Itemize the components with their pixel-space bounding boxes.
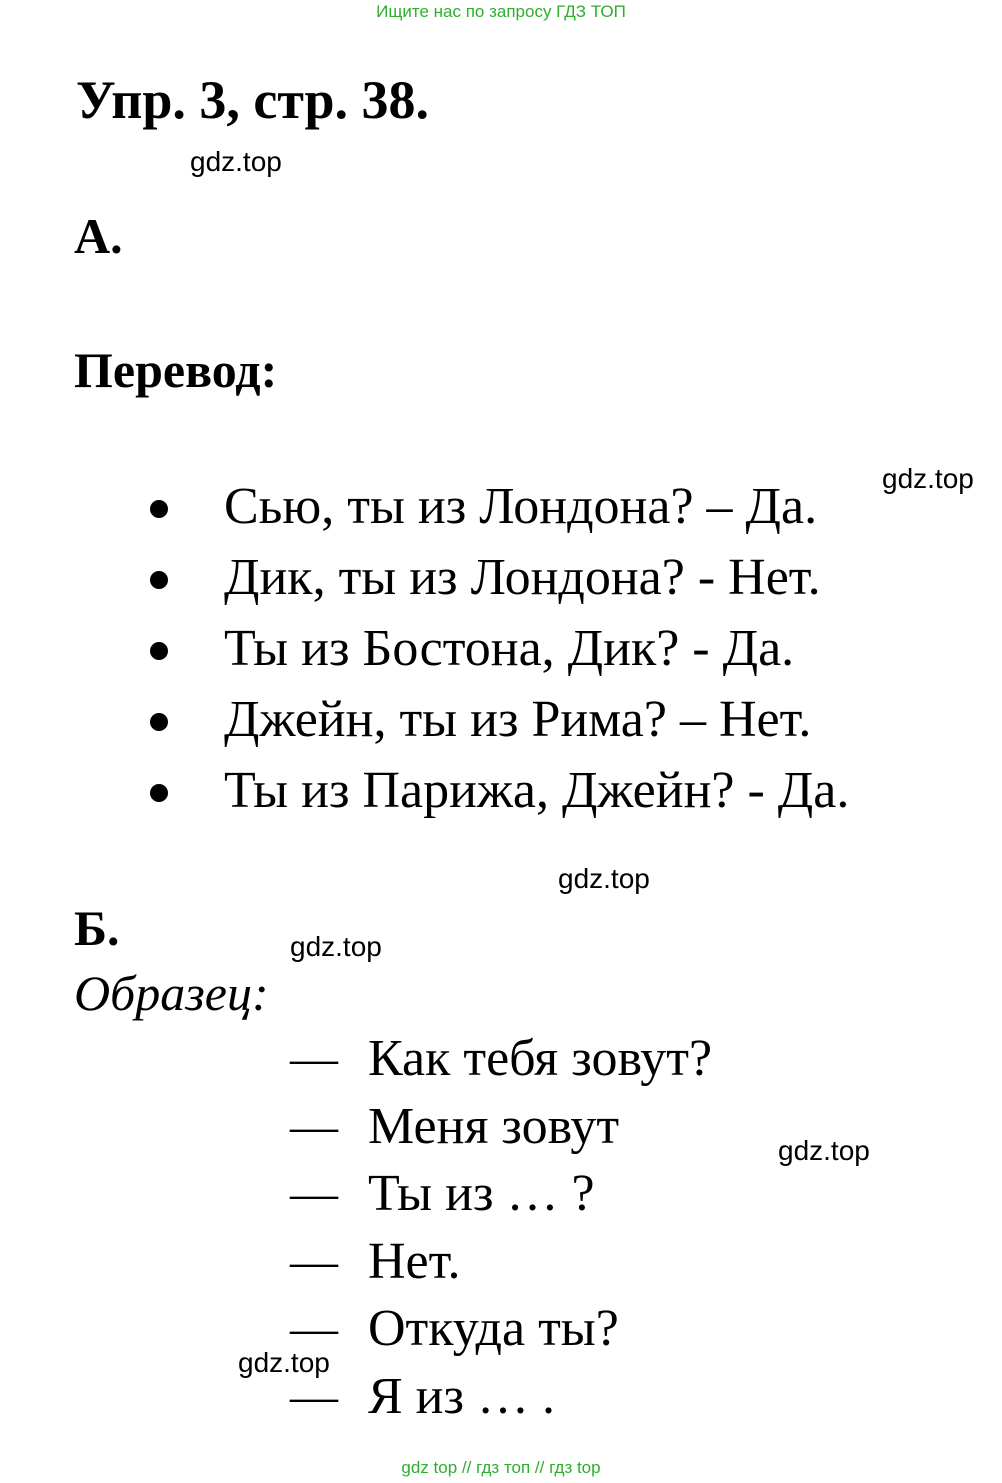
dialog-line-text: Нет. (368, 1232, 461, 1290)
dash: — (290, 1234, 338, 1288)
list-item-text: Ты из Парижа, Джейн? - Да. (224, 762, 850, 819)
watermark: gdz.top (190, 146, 282, 177)
list-item-text: Сью, ты из Лондона? – Да. (224, 478, 818, 535)
dash: — (290, 1302, 338, 1356)
dash: — (290, 1032, 338, 1085)
dialog-line-text: Меня зовут (368, 1097, 620, 1155)
watermark: gdz.top (882, 463, 974, 494)
top-banner-link[interactable]: Ищите нас по запросу ГДЗ ТОП (376, 2, 626, 21)
watermark: gdz.top (558, 863, 650, 894)
list-item-text: Джейн, ты из Рима? – Нет. (224, 691, 812, 748)
watermark: gdz.top (238, 1347, 330, 1378)
translation-heading: Перевод: (74, 342, 278, 398)
section-a-label: А. (74, 208, 123, 264)
dialog-line-text: Как тебя зовут? (368, 1030, 713, 1087)
bullet-icon (150, 713, 168, 731)
list-item-text: Дик, ты из Лондона? - Нет. (224, 549, 821, 606)
page-title: Упр. 3, стр. 38. (76, 70, 430, 130)
bullet-icon (150, 784, 168, 802)
footer-links[interactable]: gdz top // гдз топ // гдз top (401, 1458, 601, 1477)
sample-label: Образец: (74, 965, 269, 1021)
watermark: gdz.top (290, 931, 382, 962)
bullet-icon (150, 500, 168, 518)
dialog-line-text: Откуда ты? (368, 1300, 619, 1358)
dash: — (290, 1369, 338, 1423)
dash: — (290, 1099, 338, 1153)
watermark: gdz.top (778, 1135, 870, 1166)
list-item-text: Ты из Бостона, Дик? - Да. (224, 620, 795, 677)
dash: — (290, 1167, 338, 1221)
dialog-line-text: Ты из … ? (368, 1165, 595, 1223)
section-b-label: Б. (74, 900, 120, 956)
dialog-line-text: Я из … . (368, 1367, 556, 1425)
bullet-icon (150, 642, 168, 660)
bullet-icon (150, 571, 168, 589)
